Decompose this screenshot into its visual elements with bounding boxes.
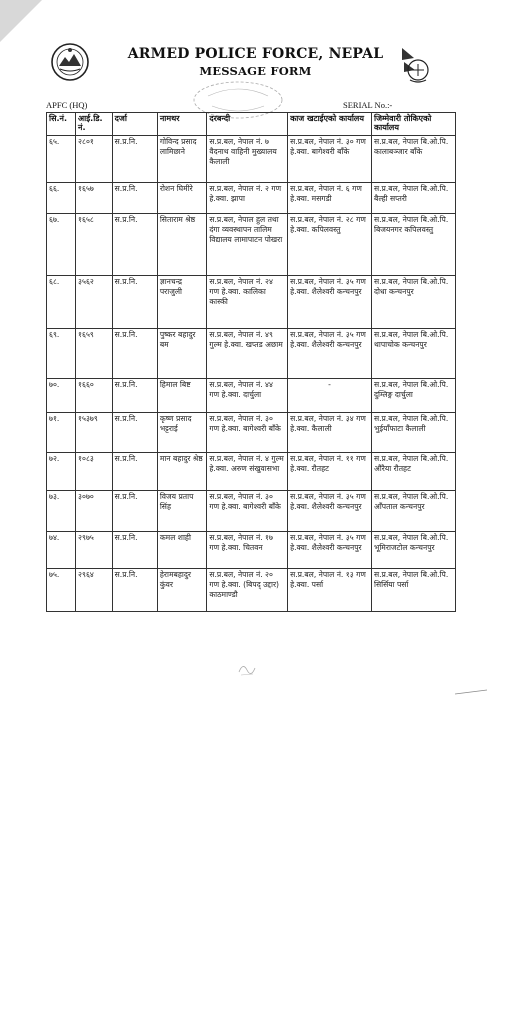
- row-deputed-office: स.प्र.बल, नेपाल नं. ३५ गण हे.क्वा. शैलेश्वरी कन्चनपुर: [288, 329, 372, 379]
- row-serial: ७२.: [47, 453, 76, 491]
- row-rank: स.प्र.नि.: [112, 532, 157, 569]
- col-header-rank: दर्जा: [112, 113, 157, 136]
- row-post: स.प्र.बल, नेपाल नं. ३० गण हे.क्वा. बागेश्वरी बाँके: [207, 413, 288, 453]
- row-name: रोशन घिमीरे: [157, 183, 207, 214]
- row-rank: स.प्र.नि.: [112, 136, 157, 183]
- row-assigned-office: स.प्र.बल, नेपाल बि.ओ.पि. दुम्लिङ्ग दार्चुला: [372, 379, 456, 413]
- row-post: स.प्र.बल, नेपाल नं. १७ गण हे.क्वा. चितवन: [207, 532, 288, 569]
- row-assigned-office: स.प्र.बल, नेपाल बि.ओ.पि. भुईयाँफाटा कैलाली: [372, 413, 456, 453]
- col-header-name: नामथर: [157, 113, 207, 136]
- col-header-serial: सि.नं.: [47, 113, 76, 136]
- row-post: स.प्र.बल, नेपाल नं. २० गण हे.क्वा. (बिपद् उद्दार) काठमाण्डौ: [207, 569, 288, 612]
- office-code: APFC (HQ): [46, 100, 88, 110]
- row-assigned-office: स.प्र.बल, नेपाल बि.ओ.पि. सिर्सिया पर्सा: [372, 569, 456, 612]
- page-fold: [0, 0, 42, 42]
- table-row: [47, 532, 456, 569]
- row-assigned-office: स.प्र.बल, नेपाल बि.ओ.पि. थापाचोक कन्चनपुर: [372, 329, 456, 379]
- row-deputed-office: स.प्र.बल, नेपाल नं. ३५ गण हे.क्वा. शैलेश्वरी कन्चनपुर: [288, 532, 372, 569]
- row-post: स.प्र.बल, नेपाल नं. २ गण हे.क्वा. झापा: [207, 183, 288, 214]
- row-serial: ७१.: [47, 413, 76, 453]
- row-rank: स.प्र.नि.: [112, 276, 157, 329]
- row-post: स.प्र.बल, नेपाल नं. २४ गण हे.क्वा. कालिका कास्की: [207, 276, 288, 329]
- row-id: १६५७: [76, 183, 113, 214]
- row-id: १५३७९: [76, 413, 113, 453]
- initial-signature-icon: [237, 660, 259, 678]
- row-id: ३५६२: [76, 276, 113, 329]
- col-header-id: आई.डि. नं.: [76, 113, 113, 136]
- row-rank: स.प्र.नि.: [112, 413, 157, 453]
- row-name: पुष्कर बहादुर बम: [157, 329, 207, 379]
- col-header-assigned-office: जिम्मेवारी तोकिएको कार्यालय: [372, 113, 456, 136]
- table-row: [47, 453, 456, 491]
- table-row: [47, 136, 456, 183]
- row-name: सिताराम श्रेष्ठ: [157, 214, 207, 276]
- row-id: १०८३: [76, 453, 113, 491]
- table-row: [47, 379, 456, 413]
- serial-label: SERIAL No.:-: [343, 100, 393, 110]
- transfer-table: [46, 112, 456, 612]
- row-id: १६५९: [76, 329, 113, 379]
- pen-mark-icon: [454, 688, 488, 696]
- row-post: स.प्र.बल, नेपाल नं. ४४ गण हे.क्वा. दार्चुला: [207, 379, 288, 413]
- row-id: ३०७०: [76, 491, 113, 532]
- row-id: १६६०: [76, 379, 113, 413]
- row-id: १६५८: [76, 214, 113, 276]
- row-serial: ६५.: [47, 136, 76, 183]
- form-subtitle: MESSAGE FORM: [199, 64, 312, 78]
- col-header-deputed-office: काज खटाईएको कार्यालय: [288, 113, 372, 136]
- row-name: विजय प्रताप सिंह: [157, 491, 207, 532]
- row-rank: स.प्र.नि.: [112, 183, 157, 214]
- row-deputed-office: स.प्र.बल, नेपाल नं. ३५ गण हे.क्वा. शैलेश्वरी कन्चनपुर: [288, 491, 372, 532]
- row-serial: ७५.: [47, 569, 76, 612]
- table-header-row: [47, 113, 456, 136]
- row-name: ज्ञानचन्द्र पराजुली: [157, 276, 207, 329]
- row-id: २८०१: [76, 136, 113, 183]
- row-assigned-office: स.प्र.बल, नेपाल बि.ओ.पि. कालाबञ्जार बाँके: [372, 136, 456, 183]
- row-serial: ६८.: [47, 276, 76, 329]
- row-serial: ७३.: [47, 491, 76, 532]
- row-serial: ७४.: [47, 532, 76, 569]
- row-name: गोविन्द प्रसाद लामिछाने: [157, 136, 207, 183]
- table-row: [47, 329, 456, 379]
- row-post: स.प्र.बल, नेपाल हुल तथा दंगा व्यवस्थापन तालिम विद्यालय लामापाटन पोखरा: [207, 214, 288, 276]
- row-assigned-office: स.प्र.बल, नेपाल बि.ओ.पि. बिजयनगर कपिलवस्तु: [372, 214, 456, 276]
- row-post: स.प्र.बल, नेपाल नं. ४ गुल्म हे.क्वा. अरुण संखुवासभा: [207, 453, 288, 491]
- row-id: २९६४: [76, 569, 113, 612]
- table-row: [47, 214, 456, 276]
- row-rank: स.प्र.नि.: [112, 379, 157, 413]
- form-title: ARMED POLICE FORCE, NEPAL: [127, 46, 384, 62]
- row-rank: स.प्र.नि.: [112, 453, 157, 491]
- row-assigned-office: स.प्र.बल, नेपाल बि.ओ.पि. आँपताल कन्चनपुर: [372, 491, 456, 532]
- row-name: मान बहादुर श्रेष्ठ: [157, 453, 207, 491]
- row-assigned-office: स.प्र.बल, नेपाल बि.ओ.पि. औरैया रौतहट: [372, 453, 456, 491]
- row-serial: ७०.: [47, 379, 76, 413]
- row-rank: स.प्र.नि.: [112, 491, 157, 532]
- row-deputed-office: स.प्र.बल, नेपाल नं. ११ गण हे.क्वा. रौतहट: [288, 453, 372, 491]
- row-rank: स.प्र.नि.: [112, 329, 157, 379]
- row-name: हेरामबहादुर कुंवर: [157, 569, 207, 612]
- row-name: कमल शाही: [157, 532, 207, 569]
- table-row: [47, 413, 456, 453]
- row-name: हिमाल बिष्ट: [157, 379, 207, 413]
- col-header-post: दरबन्दी: [207, 113, 288, 136]
- row-serial: ६९.: [47, 329, 76, 379]
- table-row: [47, 569, 456, 612]
- row-rank: स.प्र.नि.: [112, 214, 157, 276]
- table-row: [47, 183, 456, 214]
- row-deputed-office: -: [288, 379, 372, 413]
- table-row: [47, 276, 456, 329]
- row-deputed-office: स.प्र.बल, नेपाल नं. १३ गण हे.क्वा. पर्सा: [288, 569, 372, 612]
- row-deputed-office: स.प्र.बल, नेपाल नं. ३४ गण हे.क्वा. कैलाली: [288, 413, 372, 453]
- row-assigned-office: स.प्र.बल, नेपाल बि.ओ.पि. बैल्ही सप्तरी: [372, 183, 456, 214]
- row-deputed-office: स.प्र.बल, नेपाल नं. ३० गण हे.क्वा. बागेश्वरी बाँके: [288, 136, 372, 183]
- row-serial: ६७.: [47, 214, 76, 276]
- row-deputed-office: स.प्र.बल, नेपाल नं. २८ गण हे.क्वा. कपिलवस्तु: [288, 214, 372, 276]
- row-post: स.प्र.बल, नेपाल नं. ४९ गुल्म हे.क्वा. खप्तड अछाम: [207, 329, 288, 379]
- row-assigned-office: स.प्र.बल, नेपाल बि.ओ.पि. दोधा कन्चनपुर: [372, 276, 456, 329]
- row-post: स.प्र.बल, नेपाल नं. ३० गण हे.क्वा. बागेश्वरी बाँके: [207, 491, 288, 532]
- row-name: कृष्ण प्रसाद भट्टराई: [157, 413, 207, 453]
- table-row: [47, 491, 456, 532]
- row-rank: स.प्र.नि.: [112, 569, 157, 612]
- row-id: २९७५: [76, 532, 113, 569]
- row-deputed-office: स.प्र.बल, नेपाल नं. ३५ गण हे.क्वा. शैलेश्वरी कन्चनपुर: [288, 276, 372, 329]
- row-serial: ६६.: [47, 183, 76, 214]
- row-deputed-office: स.प्र.बल, नेपाल नं. ६ गण हे.क्वा. मसगडी: [288, 183, 372, 214]
- row-assigned-office: स.प्र.बल, नेपाल बि.ओ.पि. भूमिराजटोल कन्चनपुर: [372, 532, 456, 569]
- row-post: स.प्र.बल, नेपाल नं. ७ वैदनाथ वाहिनी मुख्यालय कैलाली: [207, 136, 288, 183]
